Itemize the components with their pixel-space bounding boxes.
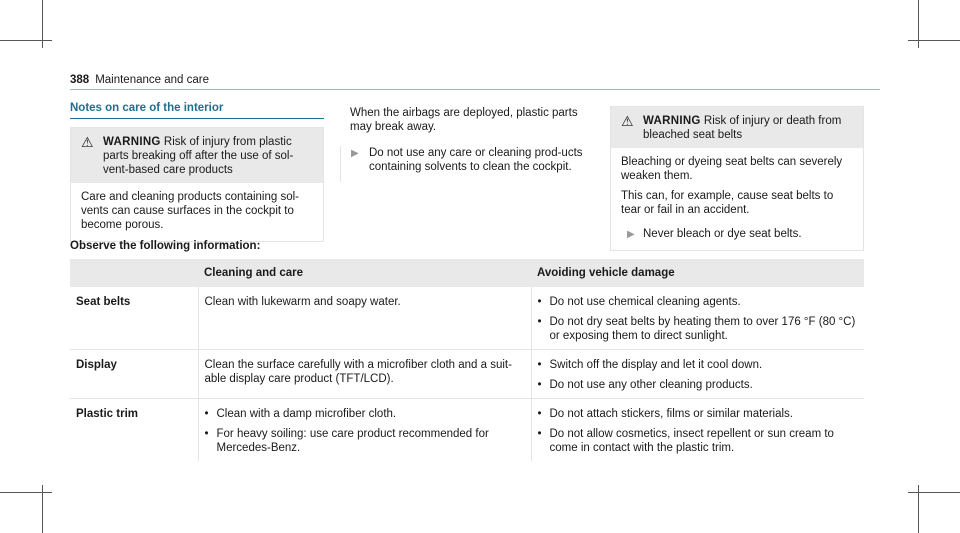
row-label: Plastic trim <box>76 408 138 420</box>
arrow-right-icon: ▶ <box>351 148 359 159</box>
warning-label: WARNING <box>643 115 701 127</box>
action-step <box>621 227 853 241</box>
table-row <box>70 287 864 350</box>
row-label: Display <box>70 350 198 399</box>
list-item: • Do not use chemical cleaning agents. <box>538 295 859 309</box>
warning-triangle-icon: ⚠ <box>621 113 634 129</box>
cleaning-cell <box>198 287 531 350</box>
warning-body-text: Care and cleaning products containing sol-vents can cause surfaces in the cockpit to become porous. <box>81 191 299 231</box>
header-divider <box>70 89 880 90</box>
list-item: • Do not attach stickers, films or similar materials. <box>538 407 859 421</box>
page-header <box>70 74 209 86</box>
table-header-row <box>70 259 864 287</box>
airbag-note-text: When the airbags are deployed, plastic parts may break away. <box>350 107 578 133</box>
observe-heading: Observe the following information: <box>70 240 261 252</box>
warning-label: WARNING <box>103 136 161 148</box>
warning-header <box>611 107 863 148</box>
cleaning-cell <box>198 399 531 462</box>
cleaning-text: Clean with lukewarm and soapy water. <box>204 296 401 308</box>
section-title-underline <box>70 118 324 119</box>
avoid-cell <box>531 350 864 399</box>
table-header-cell: Cleaning and care <box>198 259 531 287</box>
care-table <box>70 259 864 461</box>
table-row <box>70 350 864 399</box>
crop-mark <box>0 40 52 41</box>
page-number: 388 <box>70 74 90 86</box>
warning-body-text: This can, for example, cause seat belts to tear or fail in an accident. <box>621 190 834 216</box>
section-title: Notes on care of the interior <box>70 102 224 114</box>
list-item: • For heavy soiling: use care product recommended for Mercedes-Benz. <box>205 427 525 455</box>
avoid-cell <box>531 287 864 350</box>
action-step <box>340 146 594 182</box>
warning-text: Risk of injury from plastic parts breaking off after the use of sol-vent-based care products <box>103 136 294 176</box>
warning-box-seat-belts <box>610 106 864 251</box>
list-item: • Do not dry seat belts by heating them to over 176 °F (80 °C) or exposing them to direct sunlight. <box>538 315 859 343</box>
avoid-cell <box>531 399 864 462</box>
table-header-cell <box>70 259 198 287</box>
list-item: • Clean with a damp microfiber cloth. <box>205 407 525 421</box>
list-item: • Do not use any other cleaning products. <box>538 378 859 392</box>
warning-body-text: Bleaching or dyeing seat belts can severely weaken them. <box>621 156 843 182</box>
warning-triangle-icon: ⚠ <box>81 134 94 150</box>
list-item: • Switch off the display and let it cool down. <box>538 358 859 372</box>
crop-mark <box>908 492 960 493</box>
cleaning-text: Clean the surface carefully with a microfiber cloth and a suit-able display care product (TFT/LCD). <box>204 359 512 385</box>
action-text: Never bleach or dye seat belts. <box>643 228 802 240</box>
warning-text: Risk of injury or death from bleached seat belts <box>643 115 842 141</box>
warning-body <box>71 183 323 241</box>
table-row <box>70 399 864 462</box>
crop-mark <box>0 492 52 493</box>
airbag-note <box>340 106 594 182</box>
section-name: Maintenance and care <box>95 74 209 86</box>
action-text: Do not use any care or cleaning prod-ucts containing solvents to clean the cockpit. <box>369 147 583 173</box>
warning-header <box>71 128 323 183</box>
crop-mark <box>908 40 960 41</box>
warning-box-plastic <box>70 127 324 242</box>
list-item: • Do not allow cosmetics, insect repellent or sun cream to come in contact with the plastic trim. <box>538 427 859 455</box>
arrow-right-icon: ▶ <box>627 229 635 240</box>
warning-body <box>611 148 863 250</box>
cleaning-cell <box>198 350 531 399</box>
row-label: Seat belts <box>70 287 198 350</box>
table-header-cell: Avoiding vehicle damage <box>531 259 864 287</box>
